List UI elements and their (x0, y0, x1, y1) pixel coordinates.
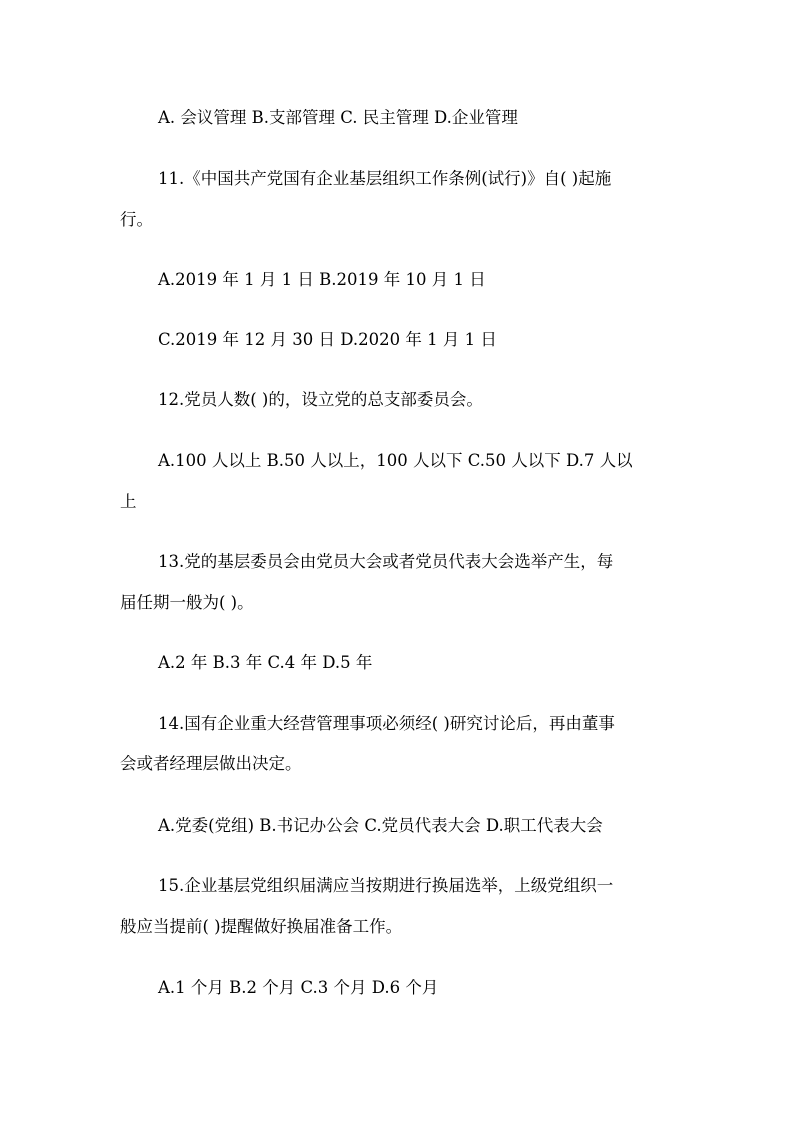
answer-options-q11-line2 (0, 328, 794, 352)
question-15-continuation (0, 915, 794, 939)
text-line: A.党委(党组) B.书记办公会 C.党员代表大会 D.职工代表大会 (158, 816, 603, 835)
text-line: A.2019 年 1 月 1 日 B.2019 年 10 月 1 日 (158, 270, 486, 289)
question-14 (0, 712, 794, 736)
text-line: 上 (120, 492, 137, 511)
question-11-continuation (0, 208, 794, 232)
answer-options-q12-continuation (0, 490, 794, 514)
text-line: A.1 个月 B.2 个月 C.3 个月 D.6 个月 (158, 978, 439, 997)
text-line: 会或者经理层做出决定。 (120, 754, 302, 773)
text-line: 15.企业基层党组织届满应当按期进行换届选举，上级党组织一 (158, 876, 614, 895)
text-line: A. 会议管理 B.支部管理 C. 民主管理 D.企业管理 (158, 108, 518, 127)
question-13 (0, 550, 794, 574)
text-line: A.100 人以上 B.50 人以上，100 人以下 C.50 人以下 D.7 人以 (158, 451, 633, 470)
answer-options-q13 (0, 651, 794, 675)
answer-options-q14 (0, 814, 794, 838)
question-14-continuation (0, 752, 794, 776)
answer-options-q15 (0, 976, 794, 1000)
question-15 (0, 874, 794, 898)
text-line: 12.党员人数( )的，设立党的总支部委员会。 (158, 390, 483, 409)
text-line: A.2 年 B.3 年 C.4 年 D.5 年 (158, 653, 373, 672)
text-line: 11.《中国共产党国有企业基层组织工作条例(试行)》自( )起施 (158, 169, 612, 188)
text-line: 14.国有企业重大经营管理事项必须经( )研究讨论后，再由董事 (158, 714, 615, 733)
text-line: 行。 (120, 210, 153, 229)
text-line: 届任期一般为( )。 (120, 593, 254, 612)
answer-options-q10 (0, 106, 794, 130)
question-13-continuation (0, 591, 794, 615)
question-12 (0, 388, 794, 412)
text-line: C.2019 年 12 月 30 日 D.2020 年 1 月 1 日 (158, 330, 497, 349)
text-line: 般应当提前( )提醒做好换届准备工作。 (120, 917, 403, 936)
question-11 (0, 167, 794, 191)
text-line: 13.党的基层委员会由党员大会或者党员代表大会选举产生，每 (158, 552, 614, 571)
answer-options-q11-line1 (0, 268, 794, 292)
answer-options-q12 (0, 449, 794, 473)
